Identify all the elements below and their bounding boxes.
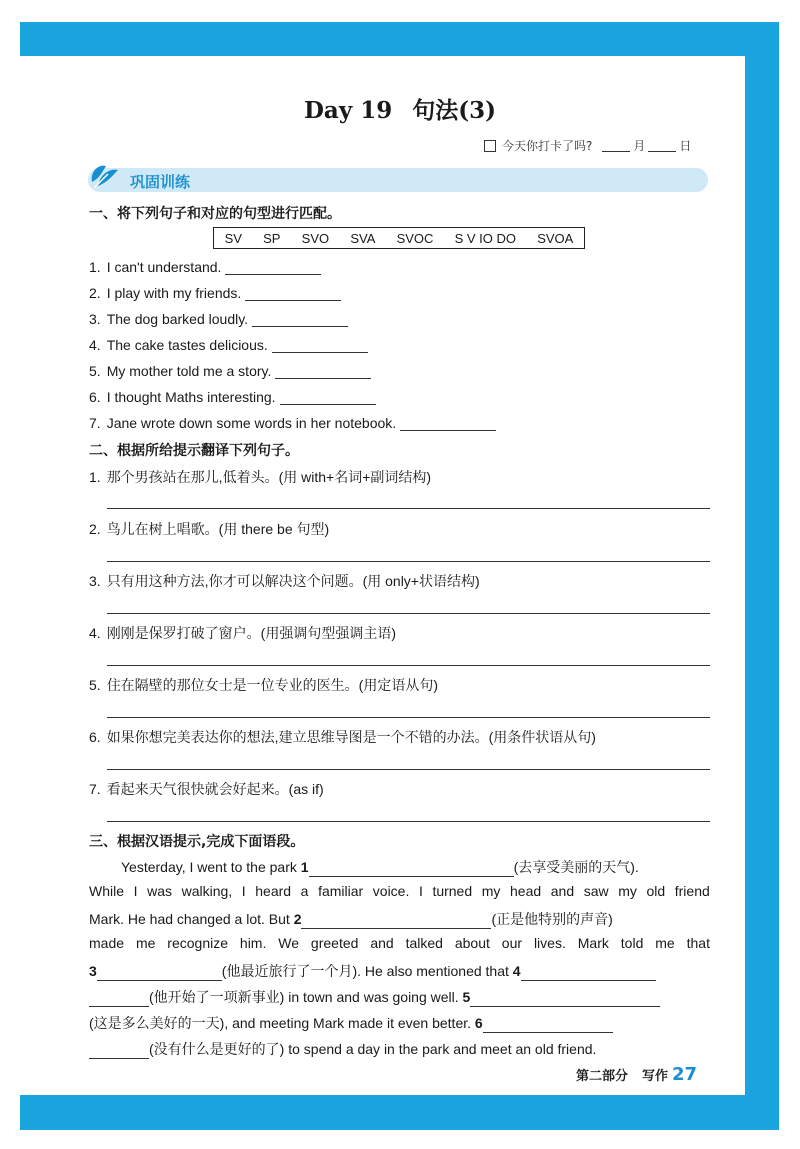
answer-line[interactable]: [107, 613, 710, 614]
paragraph-line: Yesterday, I went to the park 1 (去享受美丽的天气).: [121, 859, 639, 875]
paragraph-line: (这是多么美好的一天), and meeting Mark made it even better. 6: [89, 1013, 613, 1033]
cloze-paragraph: [89, 857, 710, 1057]
cloze-blank[interactable]: [483, 1018, 613, 1033]
page-number: 27: [672, 1064, 698, 1085]
translate-item: 7. 看起来天气很快就会好起来。(as if): [89, 781, 324, 797]
page-title: [0, 92, 800, 125]
pattern-item: SVOC: [396, 230, 434, 246]
checkin-label: 今天你打卡了吗?: [502, 139, 593, 153]
answer-blank[interactable]: [225, 260, 321, 275]
match-item: 2. I play with my friends.: [89, 285, 341, 301]
paragraph-line: Mark. He had changed a lot. But 2 (正是他特别的声音): [89, 911, 613, 927]
match-item: 5. My mother told me a story.: [89, 363, 371, 379]
match-item: 3. The dog barked loudly.: [89, 311, 348, 327]
answer-blank[interactable]: [272, 338, 368, 353]
answer-line[interactable]: [107, 717, 710, 718]
answer-line[interactable]: [107, 561, 710, 562]
checkin-row: [484, 137, 691, 154]
match-item: 4. The cake tastes delicious.: [89, 337, 368, 353]
answer-line[interactable]: [107, 821, 710, 822]
part2-heading: 二、根据所给提示翻译下列句子。: [89, 443, 299, 459]
footer-part: 第二部分: [576, 1069, 629, 1084]
answer-blank[interactable]: [280, 390, 376, 405]
day-blank[interactable]: [648, 139, 676, 152]
match-item: 6. I thought Maths interesting.: [89, 389, 376, 405]
translate-item: 5. 住在隔壁的那位女士是一位专业的医生。(用定语从句): [89, 677, 439, 693]
match-item: 7. Jane wrote down some words in her notebook.: [89, 415, 496, 431]
month-label: 月: [633, 139, 646, 153]
cloze-blank[interactable]: [97, 966, 222, 981]
day-label: Day 19: [303, 97, 393, 124]
page-footer: [576, 1064, 697, 1085]
cloze-blank[interactable]: [521, 966, 656, 981]
cloze-blank[interactable]: [301, 914, 491, 929]
pattern-item: SV: [224, 230, 242, 246]
pattern-box: [213, 227, 585, 249]
part3-heading: 三、根据汉语提示,完成下面语段。: [89, 834, 305, 850]
pattern-item: SVA: [350, 230, 376, 246]
month-blank[interactable]: [602, 139, 630, 152]
answer-line[interactable]: [107, 508, 710, 509]
answer-blank[interactable]: [275, 364, 371, 379]
paragraph-line: made me recognize him. We greeted and talked about our lives. Mark told me that: [89, 935, 710, 951]
pattern-item: SVO: [301, 230, 330, 246]
leaf-icon: [88, 160, 124, 192]
answer-line[interactable]: [107, 769, 710, 770]
pattern-item: SVOA: [537, 230, 574, 246]
checkin-checkbox[interactable]: [484, 140, 496, 152]
cloze-blank[interactable]: [309, 862, 514, 877]
cloze-blank[interactable]: [89, 992, 149, 1007]
translate-item: 3. 只有用这种方法,你才可以解决这个问题。(用 only+状语结构): [89, 573, 480, 589]
answer-blank[interactable]: [252, 312, 348, 327]
paragraph-line: While I was walking, I heard a familiar voice. I turned my head and saw my old friend: [89, 883, 710, 899]
part1-heading: 一、将下列句子和对应的句型进行匹配。: [89, 206, 341, 222]
page-frame-right: [745, 22, 779, 1130]
section-label: 巩固训练: [130, 173, 191, 191]
cloze-blank[interactable]: [470, 992, 660, 1007]
translate-item: 1. 那个男孩站在那儿,低着头。(用 with+名词+副词结构): [89, 469, 432, 485]
paragraph-line: (他开始了一项新事业) in town and was going well. 5: [89, 987, 660, 1007]
answer-blank[interactable]: [245, 286, 341, 301]
cloze-blank[interactable]: [89, 1044, 149, 1059]
pattern-item: S V IO DO: [454, 230, 516, 246]
answer-line[interactable]: [107, 665, 710, 666]
topic-title: 句法(3): [412, 97, 497, 124]
translate-item: 4. 刚刚是保罗打破了窗户。(用强调句型强调主语): [89, 625, 397, 641]
answer-blank[interactable]: [400, 416, 496, 431]
pattern-item: SP: [263, 230, 281, 246]
footer-section: 写作: [642, 1069, 669, 1084]
page-frame-bottom: [20, 1095, 779, 1130]
paragraph-line: 3 (他最近旅行了一个月). He also mentioned that 4: [89, 961, 656, 981]
translate-item: 6. 如果你想完美表达你的想法,建立思维导图是一个不错的办法。(用条件状语从句): [89, 729, 596, 745]
day-unit-label: 日: [679, 139, 692, 153]
paragraph-line: (没有什么是更好的了) to spend a day in the park and meet an old friend.: [89, 1039, 596, 1059]
page-frame-top: [20, 22, 779, 56]
translate-item: 2. 鸟儿在树上唱歌。(用 there be 句型): [89, 521, 330, 537]
match-item: 1. I can't understand.: [89, 259, 321, 275]
